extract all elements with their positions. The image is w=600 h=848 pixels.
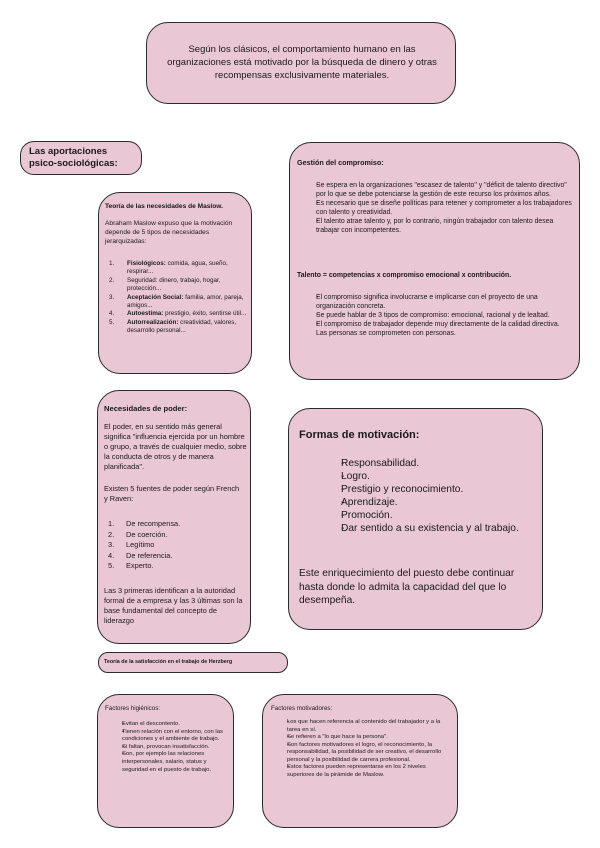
higienicos-list (110, 721, 226, 774)
motivadores-item: • Estos factores pueden representarse en los 2 niveles superiores de la pirámide de Maslow. (275, 764, 451, 779)
maslow-intro: Abraham Maslow expuso que la motivación depende de 5 tipos de necesidades jerarquizadas: (105, 220, 233, 245)
aportaciones-title-line2: psico-sociológicas: (29, 158, 118, 169)
poder-item-num: 3. (108, 540, 115, 549)
formas-item: - Prestigio y reconocimiento. (313, 483, 533, 496)
motivadores-list (275, 719, 451, 779)
formas-list (313, 457, 533, 535)
compromiso-bullet: - El talento atrae talento y, por lo contrario, ningún trabajador con talento desea trabajar con incompetentes. (300, 217, 572, 235)
formas-item: - Aprendizaje. (313, 496, 533, 509)
compromiso-bullet: - Es necesario que se diseñe políticas para retener y comprometer a los trabajadores con talento y creatividad. (300, 199, 572, 217)
maslow-title: Teoría de las necesidades de Maslow. (105, 203, 224, 210)
poder-item-label: De coerción. (126, 529, 168, 539)
maslow-item-num: 3. (109, 293, 115, 301)
intro-box (146, 22, 456, 104)
compromiso-list-1 (300, 181, 572, 235)
intro-text: Según los clásicos, el comportamiento humano en las organizaciones está motivado por la búsqueda de dinero y otras recompensas exclusivamente materiales. (167, 44, 437, 81)
formas-item: - Logro. (313, 470, 533, 483)
formas-title: Formas de motivación: (299, 429, 420, 441)
maslow-item-num: 2. (109, 276, 115, 284)
compromiso-box (289, 142, 580, 380)
compromiso-bullet: - El compromiso significa involucrarse e implicarse con el proyecto de una organización concreta. (300, 293, 572, 311)
higienicos-box (97, 694, 234, 828)
higienicos-title: Factores higiénicos: (105, 705, 161, 712)
motivadores-box (262, 694, 458, 828)
poder-box (97, 390, 251, 644)
poder-conclusion: Las 3 primeras identifican a la autoridad formal de a empresa y las 3 últimas son la base fundamental del concepto de liderazgo (104, 586, 243, 625)
poder-item-label: De recompensa. (126, 519, 181, 528)
maslow-item-desc: creatividad, valores, desarrollo personal... (127, 318, 237, 335)
maslow-item (105, 277, 247, 294)
maslow-list (105, 260, 247, 336)
compromiso-list-2 (300, 293, 572, 338)
formas-item: - Dar sentido a su existencia y al trabajo. (313, 522, 533, 535)
maslow-item-num: 5. (109, 318, 115, 326)
poder-intro: El poder, en su sentido más general significa "influencia ejercida por un hombre o grupo, a través de cualquier medio, sobre la conducta de otros y de manera planificada". (104, 422, 247, 471)
maslow-item-label: Autorrealización: (127, 318, 179, 326)
higienicos-item: • Son, por ejemplo las relaciones interpersonales, salario, status y seguridad en el puesto de trabajo. (110, 751, 226, 774)
maslow-item (105, 260, 247, 277)
motivadores-item: • Los que hacen referencia al contenido del trabajador y a la tarea en sí. (275, 719, 451, 734)
maslow-item (105, 319, 247, 336)
maslow-item-desc: familia, amor, pareja, amigos... (127, 293, 244, 310)
higienicos-item: • Evitan el descontento. (110, 721, 226, 729)
maslow-item-num: 4. (109, 310, 115, 318)
poder-item-label: Experto. (126, 561, 154, 570)
poder-title: Necesidades de poder: (104, 404, 188, 413)
maslow-item-desc: prestigio, éxito, sentirse útil... (163, 310, 247, 318)
formas-box (288, 408, 543, 630)
poder-item-num: 1. (108, 519, 115, 528)
maslow-item (105, 294, 247, 311)
maslow-item-label: Aceptación Social: (127, 293, 184, 301)
maslow-item-desc: Seguridad: dinero, trabajo, hogar, protección... (127, 276, 221, 293)
formas-item: - Responsabilidad. (313, 457, 533, 470)
formas-item: - Promoción. (313, 509, 533, 522)
higienicos-item: • Si faltan, provocan insatisfacción. (110, 744, 226, 752)
compromiso-formula: Talento = competencias x compromiso emocional x contribución. (297, 272, 512, 279)
herzberg-box (98, 652, 288, 673)
poder-fuentes: Existen 5 fuentes de poder según French y Raven: (104, 484, 240, 503)
maslow-item-label: Fisiológicos: (127, 260, 166, 267)
maslow-item-desc: comida, agua, sueño, respirar... (127, 260, 228, 276)
poder-item (104, 561, 244, 572)
poder-item (104, 519, 244, 530)
aportaciones-title-line1: Las aportaciones (29, 146, 108, 157)
compromiso-bullet: - Se espera en la organizaciones "escasez de talento" y "déficit de talento directivo" por lo que se debe potenciarse la gestión de este recurso los próximos años. (300, 181, 572, 199)
maslow-item-num: 1. (109, 260, 115, 267)
compromiso-bullet: - El compromiso de trabajador depende muy directamente de la calidad directiva. Las personas se comprometen con personas. (300, 320, 572, 338)
poder-item (104, 530, 244, 541)
poder-item (104, 540, 244, 551)
poder-item-num: 2. (108, 529, 115, 539)
compromiso-bullet: - Se puede hablar de 3 tipos de compromiso: emocional, racional y de lealtad. (300, 311, 572, 320)
maslow-box (98, 192, 252, 374)
motivadores-title: Factores motivadores: (271, 705, 333, 712)
poder-item-num: 4. (108, 550, 115, 560)
poder-item-num: 5. (108, 561, 115, 570)
poder-list (104, 519, 244, 572)
formas-conclusion: Este enriquecimiento del puesto debe continuar hasta donde lo admita la capacidad del que lo desempeña. (299, 568, 515, 606)
herzberg-title: Teoría de la satisfacción en el trabajo de Herzberg (104, 659, 233, 665)
maslow-item (105, 310, 247, 318)
aportaciones-box (20, 141, 142, 175)
motivadores-item: • Son factores motivadores el logro, el reconocimiento, la responsabilidad, la posibilidad de ser creativo, el desarrollo personal y la posibilidad de carrera profesional. (275, 742, 451, 765)
poder-item-label: De referencia. (126, 550, 173, 560)
compromiso-title: Gestión del compromiso: (297, 158, 384, 167)
motivadores-item: • Se refieren a "lo que hace la persona". (275, 734, 451, 742)
higienicos-item: • Tienen relación con el entorno, con las condiciones y el ambiente de trabajo. (110, 729, 226, 744)
poder-item (104, 551, 244, 562)
maslow-item-label: Autoestima: (127, 310, 164, 318)
poder-item-label: Legítimo (126, 540, 155, 549)
